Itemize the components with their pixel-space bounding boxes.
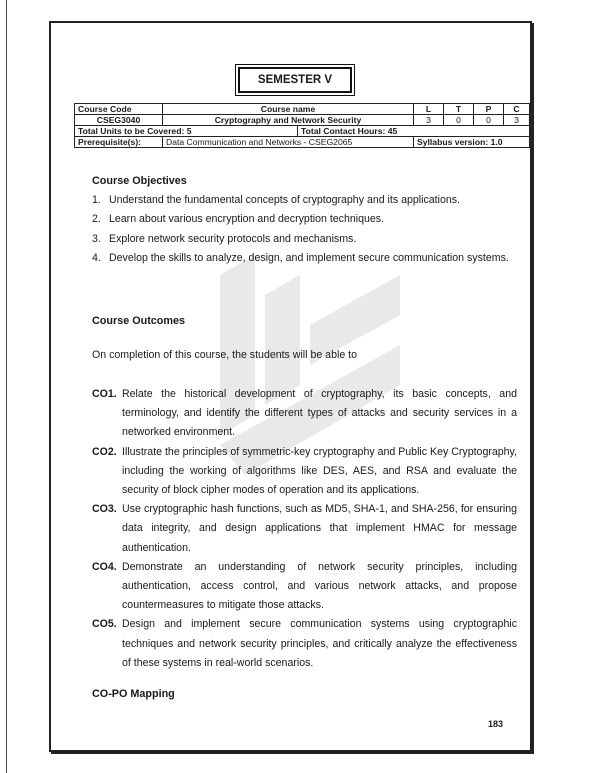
- item-number: 3.: [92, 232, 101, 245]
- list-item: [92, 385, 517, 443]
- table-row: [75, 137, 530, 148]
- outcome-label: CO3.: [92, 503, 117, 516]
- outcome-text: Demonstrate an understanding of network security principles, including authentication, access control, and various network attacks, and propose countermeasures to mitigate those attacks.: [122, 560, 517, 612]
- objective-text: Develop the skills to analyze, design, and implement secure communication systems.: [109, 251, 509, 264]
- header-t: T: [444, 104, 474, 115]
- objectives-section: [92, 172, 517, 268]
- list-item: [92, 500, 517, 558]
- list-item: [92, 558, 517, 616]
- course-info-table: [74, 103, 530, 148]
- total-hours: Total Contact Hours: 45: [298, 126, 530, 137]
- outcomes-list: [92, 385, 517, 673]
- objectives-heading: Course Objectives: [92, 175, 187, 187]
- prerequisite-label: Prerequisite(s):: [75, 137, 163, 148]
- list-item: [92, 615, 517, 673]
- course-name: Cryptography and Network Security: [163, 115, 414, 126]
- list-item: [92, 443, 517, 501]
- list-item: [92, 230, 517, 249]
- list-item: [92, 249, 517, 268]
- outcome-label: CO5.: [92, 618, 117, 631]
- table-header-row: [75, 104, 530, 115]
- list-item: [92, 191, 517, 210]
- item-number: 4.: [92, 251, 101, 264]
- semester-title: SEMESTER V: [238, 67, 352, 93]
- course-code: CSEG3040: [75, 115, 163, 126]
- outcomes-intro: On completion of this course, the students will be able to: [92, 349, 357, 361]
- outcome-text: Use cryptographic hash functions, such as MD5, SHA-1, and SHA-256, for ensuring data integrity, and design applications that implement HMAC for message authentication.: [122, 503, 517, 554]
- outcome-text: Relate the historical development of cryptography, its basic concepts, and terminology, and identify the different types of attacks and security services in a networked environment.: [122, 388, 517, 439]
- co-po-mapping-heading: CO-PO Mapping: [92, 688, 175, 700]
- tutorial-credits: 0: [444, 115, 474, 126]
- objective-text: Understand the fundamental concepts of cryptography and its applications.: [109, 194, 460, 207]
- objective-text: Explore network security protocols and mechanisms.: [109, 232, 357, 245]
- list-item: [92, 210, 517, 229]
- outcomes-heading: Course Outcomes: [92, 315, 185, 327]
- table-row: [75, 115, 530, 126]
- outcome-text: Design and implement secure communication systems using cryptographic techniques and network security principles, and critically analyze the effectiveness of these systems in real-world scenarios.: [122, 618, 517, 669]
- total-units: Total Units to be Covered: 5: [75, 126, 298, 137]
- header-course-code: Course Code: [75, 104, 163, 115]
- item-number: 1.: [92, 194, 101, 207]
- header-p: P: [474, 104, 504, 115]
- practical-credits: 0: [474, 115, 504, 126]
- syllabus-version: Syllabus version: 1.0: [414, 137, 530, 148]
- page-edge-line: [6, 0, 7, 773]
- outcome-label: CO4.: [92, 560, 117, 573]
- total-credits: 3: [504, 115, 530, 126]
- outcome-label: CO2.: [92, 445, 117, 458]
- page-number: 183: [488, 719, 504, 729]
- lecture-credits: 3: [414, 115, 444, 126]
- table-row: [75, 126, 530, 137]
- outcome-text: Illustrate the principles of symmetric-key cryptography and Public Key Cryptography, including the working of algorithms like DES, AES, and RSA and evaluate the security of block cipher modes of operation and its applications.: [122, 445, 517, 497]
- objective-text: Learn about various encryption and decryption techniques.: [109, 213, 385, 226]
- prerequisite-value: Data Communication and Networks - CSEG2065: [163, 137, 414, 148]
- item-number: 2.: [92, 213, 101, 226]
- outcome-label: CO1.: [92, 388, 117, 400]
- header-l: L: [414, 104, 444, 115]
- header-course-name: Course name: [163, 104, 414, 115]
- header-c: C: [504, 104, 530, 115]
